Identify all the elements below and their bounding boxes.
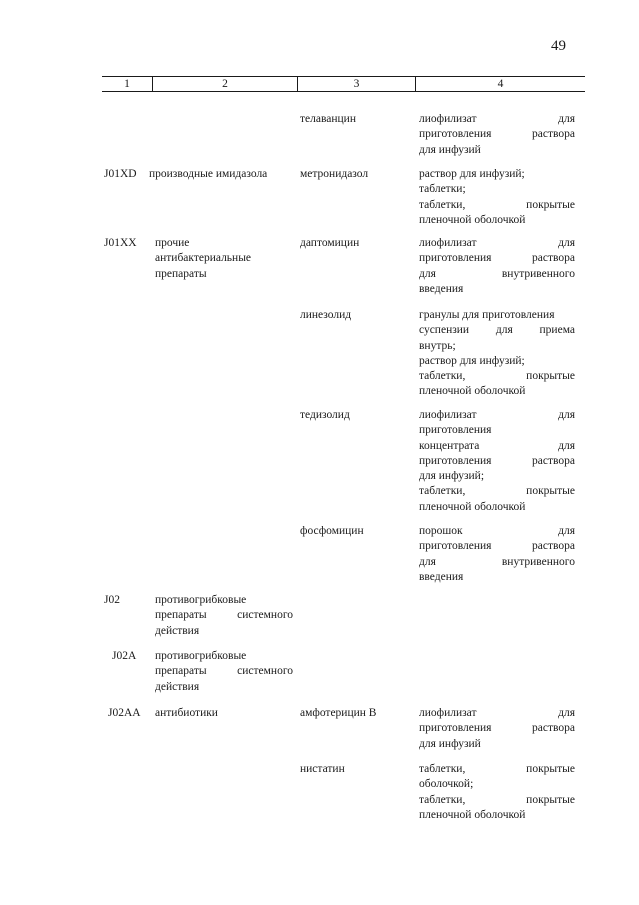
dosage-form-line: введения <box>419 282 464 295</box>
dosage-form <box>419 167 575 228</box>
dosage-form-line: лиофилизат для <box>419 113 575 125</box>
drug-name: тедизолид <box>300 409 350 421</box>
dosage-form <box>419 408 575 515</box>
dosage-form <box>419 236 575 297</box>
dosage-form <box>419 308 575 400</box>
dosage-form-line: лиофилизат для <box>419 409 575 421</box>
group-name: производные имидазола <box>149 168 268 180</box>
dosage-form-line: пленочной оболочкой <box>419 500 526 513</box>
page-number: 49 <box>551 38 566 54</box>
dosage-form-line: приготовления раствора <box>419 722 575 735</box>
dosage-form-line: таблетки, покрытые <box>419 763 575 775</box>
drug-name: амфотерицин В <box>300 707 377 719</box>
dosage-form <box>419 524 575 585</box>
group-name <box>155 649 293 695</box>
dosage-form-line: введения <box>419 570 464 583</box>
dosage-form-line: раствор для инфузий; <box>419 354 525 367</box>
group-name-line: действия <box>155 624 200 637</box>
dosage-form-line: внутрь; <box>419 339 456 352</box>
group-name-line: препараты <box>155 267 207 280</box>
dosage-form-line: приготовления <box>419 424 492 437</box>
dosage-form-line: оболочкой; <box>419 778 474 791</box>
dosage-form <box>419 112 575 158</box>
atc-code: J02 <box>104 594 120 606</box>
dosage-form-line: таблетки, покрытые <box>419 370 575 383</box>
dosage-form-line: раствор для инфузий; <box>419 168 525 180</box>
drug-name: метронидазол <box>300 168 369 180</box>
dosage-form-line: суспензии для приема <box>419 324 575 337</box>
dosage-form-line: таблетки, покрытые <box>419 198 575 211</box>
drug-name: нистатин <box>300 763 345 775</box>
dosage-form-line: приготовления раствора <box>419 540 575 553</box>
group-name <box>155 236 295 282</box>
drug-name: фосфомицин <box>300 525 364 537</box>
drug-name: даптомицин <box>300 237 360 249</box>
dosage-form <box>419 762 575 823</box>
column-header-4: 4 <box>497 78 504 90</box>
dosage-form-line: для внутривенного <box>419 267 575 280</box>
column-header-3: 3 <box>353 78 360 90</box>
dosage-form-line: таблетки, покрытые <box>419 793 575 806</box>
dosage-form-line: приготовления раствора <box>419 454 575 467</box>
atc-code: J02AA <box>108 707 141 719</box>
group-name-line: противогрибковые <box>155 594 247 606</box>
dosage-form-line: лиофилизат для <box>419 707 575 719</box>
group-name-line: действия <box>155 680 200 693</box>
dosage-form-line: таблетки, покрытые <box>419 485 575 498</box>
column-header-1: 1 <box>124 78 130 90</box>
dosage-form-line: лиофилизат для <box>419 237 575 249</box>
group-name-line: препараты системного <box>155 665 293 678</box>
group-name-line: антибактериальные <box>155 252 252 265</box>
atc-code: J01XX <box>104 237 137 249</box>
group-name-line: препараты системного <box>155 609 293 622</box>
dosage-form-line: для инфузий <box>419 737 481 750</box>
dosage-form <box>419 706 575 752</box>
atc-code: J02A <box>112 650 137 662</box>
table-header <box>102 76 585 92</box>
dosage-form-line: приготовления раствора <box>419 128 575 141</box>
dosage-form-line: порошок для <box>419 525 575 537</box>
dosage-form-line: пленочной оболочкой <box>419 213 526 226</box>
drug-name: линезолид <box>300 309 352 321</box>
group-name: антибиотики <box>155 707 218 719</box>
drug-name: телаванцин <box>300 113 356 125</box>
dosage-form-line: гранулы для приготовления <box>419 309 555 321</box>
dosage-form-line: для инфузий; <box>419 470 485 483</box>
atc-code: J01XD <box>104 168 137 180</box>
group-name-line: прочие <box>155 237 190 249</box>
column-header-2: 2 <box>222 78 228 90</box>
dosage-form-line: для инфузий <box>419 143 481 156</box>
dosage-form-line: приготовления раствора <box>419 252 575 265</box>
dosage-form-line: концентрата для <box>419 439 575 452</box>
dosage-form-line: пленочной оболочкой <box>419 385 526 398</box>
group-name-line: противогрибковые <box>155 650 247 662</box>
dosage-form-line: таблетки; <box>419 183 466 196</box>
dosage-form-line: для внутривенного <box>419 555 575 568</box>
group-name <box>155 593 293 639</box>
dosage-form-line: пленочной оболочкой <box>419 808 526 821</box>
